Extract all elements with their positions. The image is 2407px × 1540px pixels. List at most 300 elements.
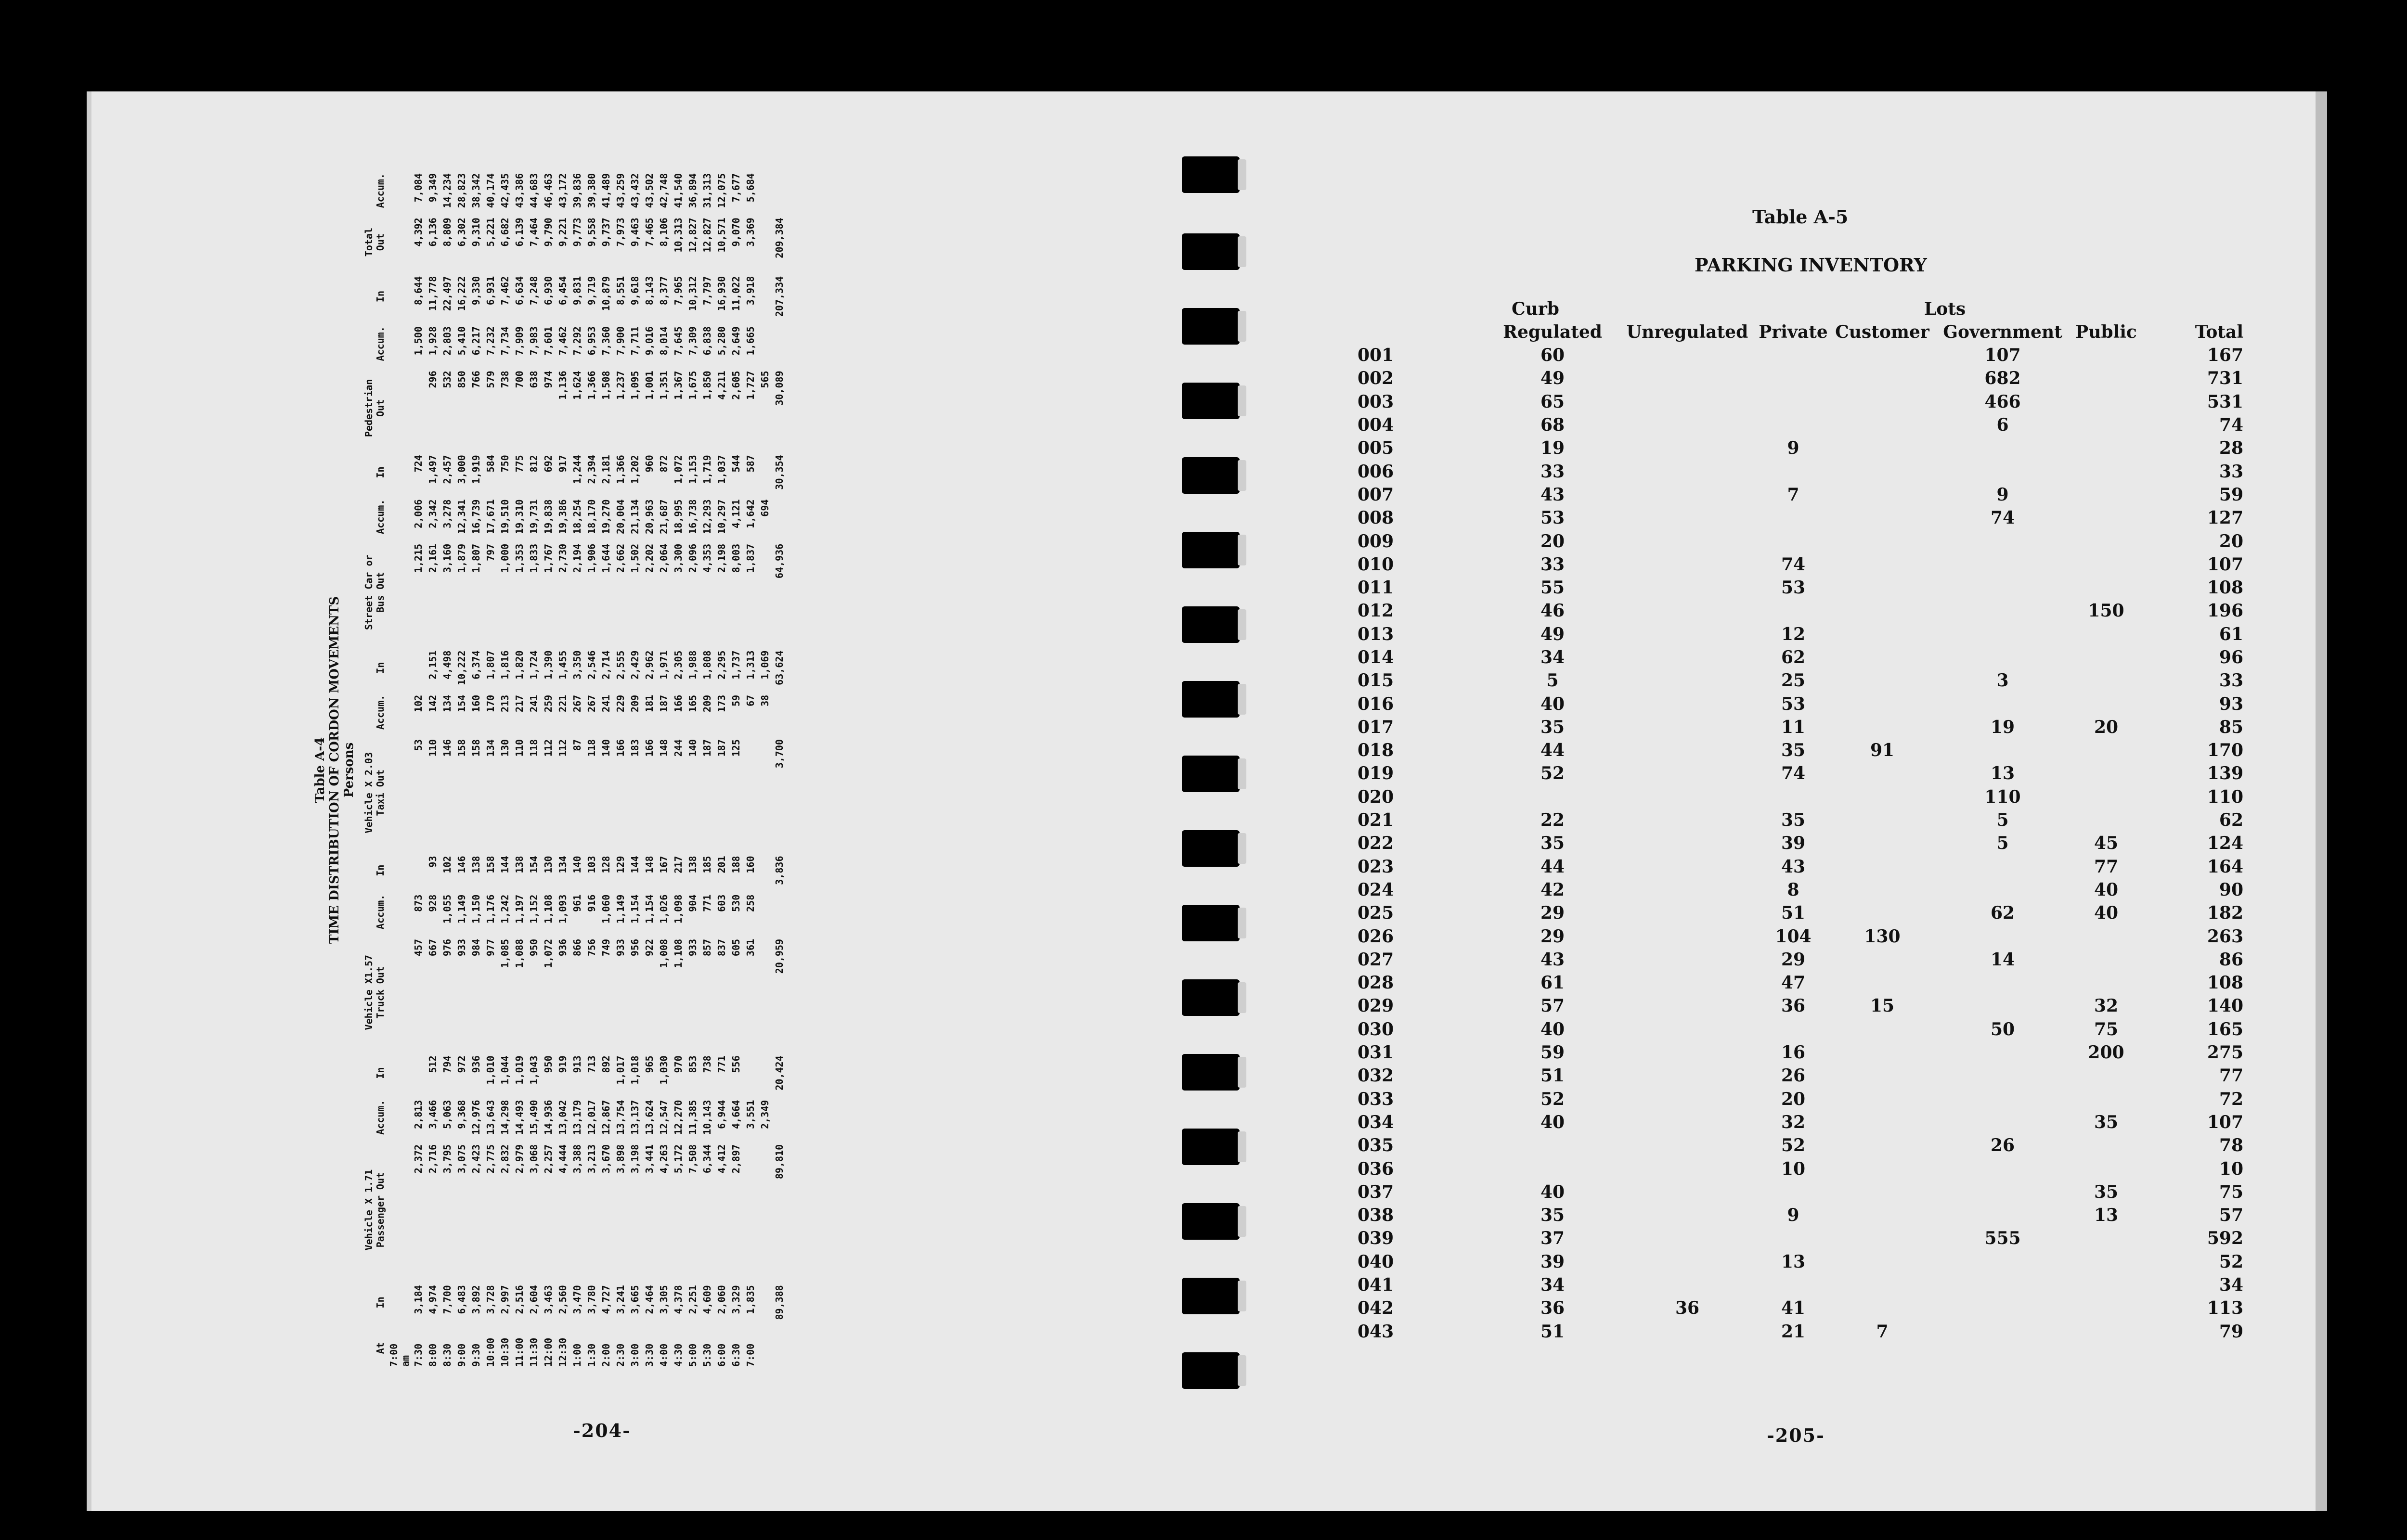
table-cell: 1,455: [557, 650, 569, 680]
table-row: [469, 168, 483, 1372]
table-row: [527, 168, 541, 1372]
table-row: [454, 168, 469, 1372]
table-cell: 15,490: [528, 1100, 540, 1135]
table-cell: 221: [557, 694, 569, 712]
table-cell: 605: [730, 938, 742, 957]
table-cell: 3,551: [745, 1100, 756, 1129]
table-cell: 466: [1984, 391, 2021, 412]
table-cell: 296: [427, 371, 439, 388]
table-cell: 19,838: [543, 499, 554, 534]
table-cell: 51: [1540, 1065, 1565, 1086]
table-cell: 110: [427, 739, 439, 757]
table-row: [1358, 436, 2243, 460]
table-cell: 28: [2219, 438, 2243, 459]
table-cell: 555: [1984, 1228, 2021, 1249]
binding-ring: [1182, 1352, 1240, 1389]
table-cell: 19,731: [528, 499, 540, 534]
table-cell: 1,060: [600, 894, 612, 924]
table-cell: 140: [687, 739, 699, 757]
table-cell: 584: [485, 455, 496, 473]
table-cell: 1,644: [600, 543, 612, 573]
table-cell: [1622, 785, 1752, 808]
table-cell: [1834, 785, 1930, 808]
table-cell: [1930, 1250, 2075, 1273]
table-cell: 6,944: [716, 1100, 727, 1129]
table-row: [1358, 623, 2243, 646]
table-cell: 158: [485, 856, 496, 873]
table-cell: [1834, 692, 1930, 715]
table-row: [1358, 994, 2243, 1017]
table-cell: 6,302: [456, 218, 467, 247]
table-cell: 682: [1984, 368, 2021, 389]
table-cell: 6,838: [701, 326, 713, 356]
table-cell: 33: [2219, 670, 2243, 691]
table-cell: 1,624: [571, 371, 583, 400]
table-cell: 12,075: [716, 173, 727, 208]
table-row: [1358, 808, 2243, 832]
table-cell: 530: [730, 894, 742, 912]
table-cell: 713: [586, 1055, 597, 1073]
table-cell: 46: [1540, 601, 1565, 621]
table-row: [758, 168, 772, 1372]
table-cell: 2,372: [413, 1144, 424, 1174]
table-cell: 1,000: [499, 543, 511, 573]
table-cell: 167: [658, 856, 670, 873]
table-cell: 201: [716, 856, 727, 873]
table-cell: [1930, 924, 2075, 948]
table-cell: 13,179: [571, 1100, 583, 1135]
cordon-movements-table: [361, 168, 787, 1372]
table-cell: 3,780: [586, 1285, 597, 1314]
column-header: At: [375, 1342, 386, 1354]
table-cell: 2,604: [528, 1285, 540, 1314]
table-row: [1358, 1157, 2243, 1180]
table-cell: 166: [615, 739, 626, 757]
table-cell: 43: [1540, 949, 1565, 970]
table-cell: 2,151: [427, 650, 439, 680]
table-cell: 3,918: [745, 276, 756, 306]
table-row: [1358, 413, 2243, 436]
table-row: [1358, 1041, 2243, 1064]
table-row: [1358, 1204, 2243, 1227]
table-cell: 3,369: [745, 218, 756, 247]
table-cell: 3,305: [658, 1285, 670, 1314]
table-cell: 13,643: [485, 1100, 496, 1135]
table-cell: 30,354: [774, 455, 785, 490]
table-a4-title: TIME DISTRIBUTION OF CORDON MOVEMENTS: [327, 596, 342, 944]
table-cell: [2075, 576, 2137, 599]
table-cell: 154: [456, 694, 467, 712]
table-cell: 35: [1540, 833, 1565, 854]
zone-cell: 024: [1358, 879, 1394, 900]
table-cell: 7: [1787, 484, 1799, 505]
table-cell: [1622, 924, 1752, 948]
zone-cell: 028: [1358, 973, 1394, 993]
table-row: [1358, 878, 2243, 901]
table-row: [700, 168, 714, 1372]
table-cell: 207,334: [774, 276, 785, 317]
table-row: [483, 168, 498, 1372]
table-cell: 165: [2207, 1019, 2243, 1040]
column-header: In: [375, 1296, 386, 1309]
table-cell: 7,900: [615, 326, 626, 356]
table-cell: 532: [441, 371, 453, 388]
table-cell: [1834, 506, 1930, 529]
table-cell: 1,807: [470, 543, 482, 573]
table-cell: [388, 495, 411, 539]
table-cell: 19,386: [557, 499, 569, 534]
table-cell: 7,292: [571, 326, 583, 356]
table-cell: [1930, 692, 2075, 715]
table-cell: 9,368: [456, 1100, 467, 1129]
table-cell: [1752, 460, 1834, 483]
table-cell: 18,170: [586, 499, 597, 534]
table-cell: 6:30: [730, 1343, 742, 1367]
table-cell: 20,963: [644, 499, 655, 534]
table-cell: 9:30: [470, 1343, 482, 1367]
table-row: [1358, 1320, 2243, 1343]
table-cell: 19: [1990, 717, 2015, 737]
table-cell: [1622, 762, 1752, 785]
zone-cell: 026: [1358, 926, 1394, 947]
table-cell: 6,682: [499, 218, 511, 247]
table-cell: [772, 1325, 787, 1372]
table-cell: 1,508: [600, 371, 612, 400]
table-row: [714, 168, 729, 1372]
table-cell: 1,149: [615, 894, 626, 924]
table-cell: 63,624: [774, 650, 785, 685]
zone-cell: 013: [1358, 624, 1394, 644]
table-cell: 259: [543, 694, 554, 712]
table-cell: [1483, 1157, 1622, 1180]
table-cell: [388, 168, 411, 213]
table-cell: 8,014: [658, 326, 670, 356]
table-cell: 142: [427, 694, 439, 712]
table-cell: 933: [687, 938, 699, 957]
binding-ring: [1182, 383, 1240, 419]
table-cell: 9,016: [644, 326, 655, 356]
table-cell: 31,313: [701, 173, 713, 208]
table-row: [772, 168, 787, 1372]
table-cell: 457: [413, 938, 424, 957]
table-a5-title: PARKING INVENTORY: [1695, 254, 1927, 276]
table-cell: 2,181: [600, 455, 612, 484]
table-cell: 16,930: [716, 276, 727, 311]
table-row: [426, 168, 440, 1372]
table-cell: [1834, 413, 1930, 436]
table-cell: 853: [687, 1055, 699, 1073]
table-cell: 1,807: [485, 650, 496, 680]
table-cell: 3,184: [413, 1285, 424, 1314]
table-cell: 2,662: [615, 543, 626, 573]
zone-cell: 018: [1358, 740, 1394, 761]
table-cell: [1834, 1181, 1930, 1204]
table-cell: 13,754: [615, 1100, 626, 1135]
table-cell: 1,108: [673, 938, 684, 968]
table-cell: 857: [701, 938, 713, 957]
table-cell: 1,001: [644, 371, 655, 400]
table-cell: 531: [2207, 391, 2243, 412]
table-cell: 8,644: [413, 276, 424, 306]
zone-cell: 036: [1358, 1158, 1394, 1179]
table-cell: 1,928: [427, 326, 439, 356]
table-cell: 9,558: [586, 218, 597, 247]
table-cell: 113: [2207, 1298, 2243, 1319]
table-cell: [758, 734, 772, 851]
table-cell: 1,367: [673, 371, 684, 400]
table-cell: 93: [2219, 693, 2243, 714]
table-cell: 40: [2094, 879, 2119, 900]
table-cell: 34: [1540, 1275, 1565, 1296]
table-cell: [2075, 1250, 2137, 1273]
table-cell: 1,366: [615, 455, 626, 484]
table-cell: 2,457: [441, 455, 453, 484]
table-cell: 12,341: [456, 499, 467, 534]
table-cell: 6: [1996, 415, 2009, 436]
table-cell: 692: [543, 455, 554, 473]
table-cell: 950: [528, 938, 540, 957]
table-cell: 62: [2219, 810, 2243, 831]
table-cell: 134: [557, 856, 569, 873]
table-cell: 3,329: [730, 1285, 742, 1314]
table-cell: 1,136: [557, 371, 569, 400]
table-cell: 85: [2219, 717, 2243, 737]
table-cell: 892: [600, 1055, 612, 1073]
table-cell: 32: [1781, 1112, 1806, 1132]
table-cell: 4,392: [413, 218, 424, 247]
table-cell: 110: [514, 739, 525, 757]
table-cell: 3,000: [456, 455, 467, 484]
column-header: In: [375, 864, 386, 876]
table-cell: 9,719: [586, 276, 597, 306]
table-cell: 5,280: [716, 326, 727, 356]
table-cell: 13,137: [629, 1100, 641, 1135]
table-cell: 9:00: [456, 1343, 467, 1367]
table-cell: 1,906: [586, 543, 597, 573]
table-cell: 12,827: [701, 218, 713, 253]
table-cell: 756: [586, 938, 597, 957]
table-cell: [1622, 971, 1752, 994]
table-cell: 4,664: [730, 1100, 742, 1129]
table-cell: 40,174: [485, 173, 496, 208]
table-cell: [758, 271, 772, 321]
zone-cell: 004: [1358, 415, 1394, 436]
table-cell: 5,063: [441, 1100, 453, 1129]
table-cell: 21,687: [658, 499, 670, 534]
table-cell: 7:00: [745, 1343, 756, 1367]
table-cell: 13: [1990, 763, 2015, 784]
table-cell: 53: [1781, 693, 1806, 714]
table-cell: 1,202: [629, 455, 641, 484]
table-cell: [772, 1095, 787, 1140]
table-row: [541, 168, 556, 1372]
table-cell: 57: [2219, 1205, 2243, 1226]
table-cell: [1930, 1064, 2075, 1087]
table-cell: 52: [1781, 1135, 1806, 1156]
table-cell: 39: [1781, 833, 1806, 854]
table-cell: [1752, 367, 1834, 390]
column-header: Vehicle X 1.71 Passenger Out: [363, 1169, 386, 1251]
table-cell: 146: [456, 856, 467, 873]
table-cell: 731: [2207, 368, 2243, 389]
table-cell: 72: [2219, 1089, 2243, 1109]
table-cell: 6,344: [701, 1144, 713, 1174]
table-row: [1358, 785, 2243, 808]
table-cell: 258: [745, 894, 756, 912]
table-cell: 4,263: [658, 1144, 670, 1174]
table-cell: 140: [2207, 996, 2243, 1016]
table-cell: 1,030: [658, 1055, 670, 1085]
table-cell: [1752, 599, 1834, 622]
table-cell: 41: [1781, 1298, 1806, 1319]
table-cell: 11: [1781, 717, 1806, 737]
table-cell: [388, 539, 411, 646]
zone-cell: 002: [1358, 368, 1394, 389]
table-cell: 4:00: [658, 1343, 670, 1367]
table-cell: 1,069: [759, 650, 771, 680]
table-cell: 750: [499, 455, 511, 473]
column-header: In: [375, 290, 386, 303]
table-cell: 2,194: [571, 543, 583, 573]
zone-cell: 035: [1358, 1135, 1394, 1156]
table-cell: [1930, 855, 2075, 878]
table-cell: 1,237: [615, 371, 626, 400]
table-cell: [1622, 576, 1752, 599]
table-cell: 39: [1540, 1251, 1565, 1272]
table-cell: 1,095: [629, 371, 641, 400]
table-cell: 1,879: [456, 543, 467, 573]
table-cell: [1930, 994, 2075, 1017]
table-cell: 7,601: [543, 326, 554, 356]
table-cell: 6,931: [485, 276, 496, 306]
table-cell: 124: [2207, 833, 2243, 854]
table-cell: 140: [600, 739, 612, 757]
table-cell: 21: [1781, 1321, 1806, 1342]
table-cell: 738: [499, 371, 511, 388]
table-cell: 6,953: [586, 326, 597, 356]
table-cell: 19,310: [514, 499, 525, 534]
table-cell: [1930, 1204, 2075, 1227]
table-cell: [1622, 553, 1752, 576]
table-cell: 40: [1540, 1181, 1565, 1202]
table-cell: 2,979: [514, 1144, 525, 1174]
table-cell: [1834, 344, 1930, 367]
table-cell: 10,297: [716, 499, 727, 534]
table-cell: [2075, 785, 2137, 808]
table-cell: 984: [470, 938, 482, 957]
table-cell: 6:00: [716, 1343, 727, 1367]
table-cell: 1,642: [745, 499, 756, 528]
table-cell: 797: [485, 543, 496, 561]
table-row: [584, 168, 599, 1372]
table-cell: [411, 851, 426, 890]
table-cell: 6,930: [543, 276, 554, 306]
table-row: [686, 168, 700, 1372]
table-cell: [1622, 994, 1752, 1017]
table-cell: 40: [1540, 1112, 1565, 1132]
table-cell: 3,836: [774, 856, 785, 885]
table-cell: 2,730: [557, 543, 569, 573]
table-cell: 20,424: [774, 1055, 785, 1091]
table-cell: 922: [644, 938, 655, 957]
table-cell: 61: [1540, 973, 1565, 993]
table-cell: [411, 366, 426, 450]
table-cell: 1,154: [644, 894, 655, 924]
zone-cell: 029: [1358, 996, 1394, 1016]
table-cell: 3,665: [629, 1285, 641, 1314]
table-cell: [1622, 646, 1752, 669]
table-cell: [1930, 739, 2075, 762]
table-cell: 102: [441, 856, 453, 873]
table-cell: 2,546: [586, 650, 597, 680]
table-cell: [1622, 623, 1752, 646]
table-cell: 110: [2207, 786, 2243, 807]
table-cell: 1,313: [745, 650, 756, 680]
table-cell: 59: [1540, 1042, 1565, 1063]
zone-cell: 023: [1358, 856, 1394, 877]
table-cell: 12,017: [586, 1100, 597, 1135]
table-cell: [1930, 1181, 2075, 1204]
table-cell: [2075, 390, 2137, 413]
table-cell: [1622, 390, 1752, 413]
table-cell: 34: [1540, 647, 1565, 667]
table-cell: 2,096: [687, 543, 699, 573]
table-cell: 112: [557, 739, 569, 757]
zone-cell: 011: [1358, 578, 1394, 598]
table-cell: 1,244: [571, 455, 583, 484]
table-cell: [1834, 855, 1930, 878]
table-row: [1358, 1227, 2243, 1250]
binding-ring: [1182, 1278, 1240, 1314]
table-cell: 11,385: [687, 1100, 699, 1135]
zone-cell: 034: [1358, 1112, 1394, 1132]
binding-ring: [1182, 457, 1240, 494]
zone-cell: 010: [1358, 554, 1394, 575]
table-cell: 7,734: [499, 326, 511, 356]
table-cell: 127: [2207, 508, 2243, 528]
table-cell: 1,724: [528, 650, 540, 680]
table-cell: [772, 168, 787, 213]
zone-cell: 039: [1358, 1228, 1394, 1249]
table-cell: 217: [673, 856, 684, 873]
table-cell: [758, 1280, 772, 1324]
zone-cell: 032: [1358, 1065, 1394, 1086]
table-cell: 154: [528, 856, 540, 873]
table-cell: 11:00: [514, 1337, 525, 1367]
table-cell: 13: [1781, 1251, 1806, 1272]
table-cell: 7,797: [701, 276, 713, 306]
table-cell: 10,312: [687, 276, 699, 311]
table-cell: 118: [528, 739, 540, 757]
table-cell: 970: [673, 1055, 684, 1073]
table-cell: [1622, 692, 1752, 715]
zone-cell: 007: [1358, 484, 1394, 505]
table-cell: 10: [2219, 1158, 2243, 1179]
table-cell: [1930, 1088, 2075, 1111]
table-cell: 267: [586, 694, 597, 712]
table-cell: 41,489: [600, 173, 612, 208]
table-cell: [388, 321, 411, 366]
table-cell: 1,010: [485, 1055, 496, 1085]
table-cell: [758, 851, 772, 890]
table-cell: [2075, 739, 2137, 762]
table-cell: 118: [586, 739, 597, 757]
table-cell: 33: [2219, 461, 2243, 482]
table-cell: 41,540: [673, 173, 684, 208]
table-cell: 30,089: [774, 371, 785, 406]
table-cell: 160: [470, 694, 482, 712]
table-cell: [1834, 599, 1930, 622]
